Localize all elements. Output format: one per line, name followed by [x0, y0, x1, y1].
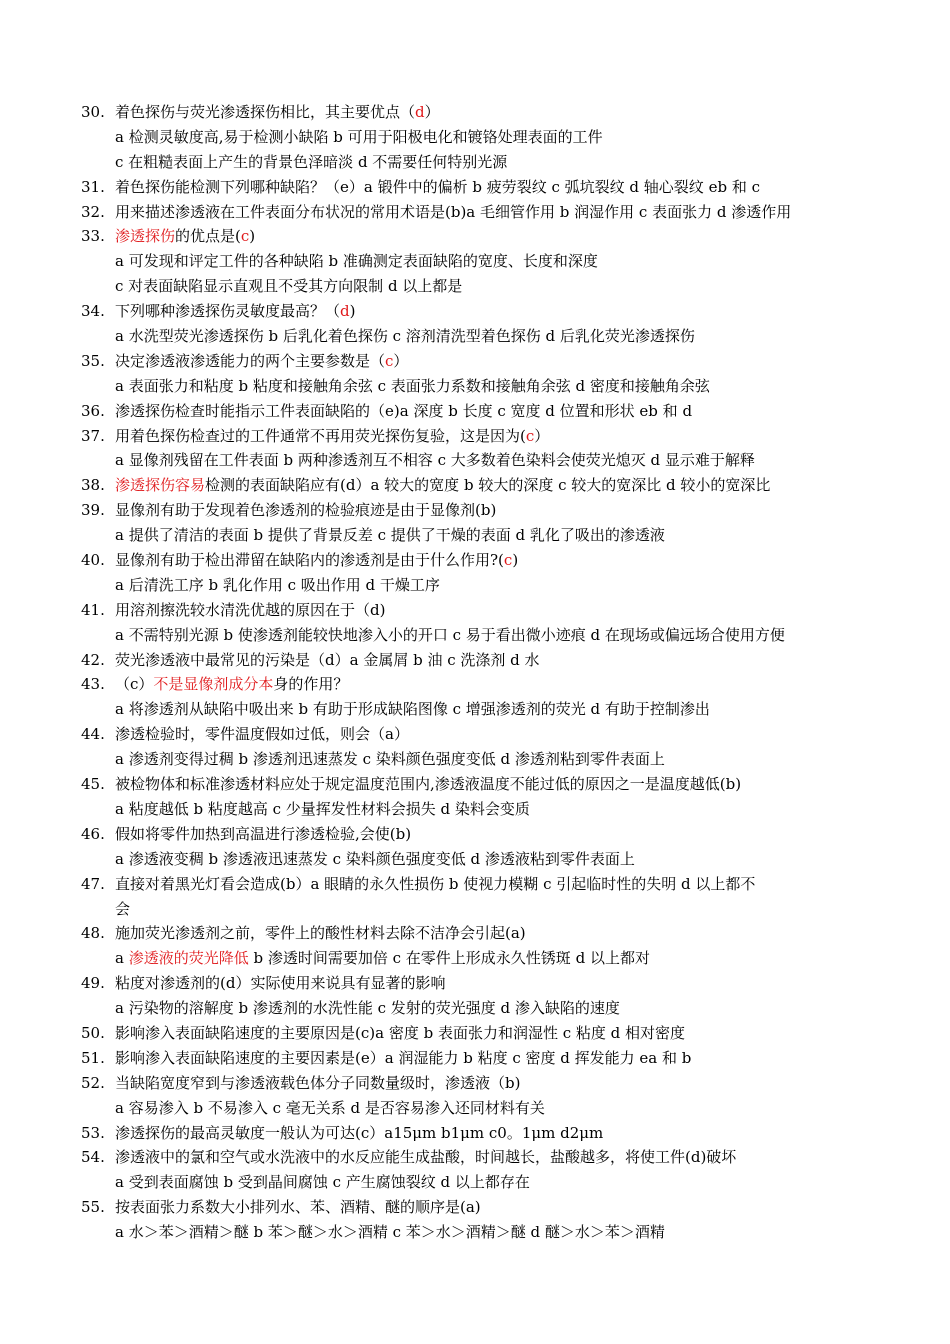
question-line [0, 224, 950, 249]
line-text [115, 473, 770, 498]
line-text [115, 598, 385, 623]
text-run: 当缺陷宽度窄到与渗透液载色体分子同数量级时，渗透液（b) [115, 1073, 521, 1092]
text-run: c 在粗糙表面上产生的背景色泽暗淡 d 不需要任何特别光源 [115, 152, 508, 171]
text-run: 会 [115, 899, 131, 918]
line-text [115, 249, 598, 274]
text-run: 检测的表面缺陷应有(d）a 较大的宽度 b 较大的深度 c 较大的宽深比 d 较小的宽深比 [205, 476, 771, 495]
highlighted-text: c [240, 227, 250, 246]
text-run: a 表面张力和粘度 b 粘度和接触角余弦 c 表面张力系数和接触角余弦 d 密度和接触角余弦 [115, 376, 710, 395]
line-text [115, 100, 440, 125]
question-number: 54. [81, 1148, 105, 1167]
text-run: 决定渗透液渗透能力的两个主要参数是（ [115, 351, 386, 370]
question-number: 43. [81, 675, 105, 694]
option-line [0, 897, 950, 922]
question-line [0, 1121, 950, 1146]
line-text [115, 523, 665, 548]
line-text [115, 772, 741, 797]
text-run: a 受到表面腐蚀 b 受到晶间腐蚀 c 产生腐蚀裂纹 d 以上都存在 [115, 1173, 530, 1192]
question-number: 44. [81, 725, 105, 744]
text-run: a 后清洗工序 b 乳化作用 c 吸出作用 d 干燥工序 [115, 575, 440, 594]
text-run: 着色探伤能检测下列哪种缺陷？（e）a 锻件中的偏析 b 疲劳裂纹 c 弧坑裂纹 d 轴心裂纹 eb 和 c [115, 177, 760, 196]
line-text [115, 150, 507, 175]
line-text [115, 1021, 685, 1046]
text-run: 粘度对渗透剂的(d）实际使用来说具有显著的影响 [115, 974, 446, 993]
line-text [115, 872, 755, 897]
line-text [115, 648, 540, 673]
option-line [0, 747, 950, 772]
line-text [115, 797, 530, 822]
text-run: 影响渗入表面缺陷速度的主要原因是(c)a 密度 b 表面张力和润湿性 c 粘度 d 相对密度 [115, 1023, 686, 1042]
question-line [0, 1021, 950, 1046]
line-text [115, 1170, 530, 1195]
text-run: a 将渗透剂从缺陷中吸出来 b 有助于形成缺陷图像 c 增强渗透剂的荧光 d 有助于控制渗出 [115, 700, 710, 719]
text-run: ） [393, 351, 409, 370]
line-text [115, 448, 755, 473]
text-run: a 污染物的溶解度 b 渗透剂的水洗性能 c 发射的荧光强度 d 渗入缺陷的速度 [115, 999, 620, 1018]
question-number: 35. [81, 351, 105, 370]
highlighted-text: 渗透液的荧光降低 [128, 949, 249, 968]
text-run: 施加荧光渗透剂之前，零件上的酸性材料去除不洁净会引起(a) [115, 924, 526, 943]
line-text [115, 125, 603, 150]
line-text [115, 1071, 520, 1096]
question-line [0, 672, 950, 697]
question-number: 32. [81, 202, 105, 221]
text-run: 用来描述渗透液在工件表面分布状况的常用术语是(b)a 毛细管作用 b 润湿作用 c 表面张力 d 渗透作用 [115, 202, 792, 221]
line-text [115, 697, 710, 722]
question-line [0, 498, 950, 523]
question-number: 34. [81, 302, 105, 321]
line-text [115, 175, 760, 200]
text-run: ） [534, 426, 550, 445]
line-text [115, 349, 408, 374]
option-line [0, 847, 950, 872]
option-line [0, 946, 950, 971]
text-run: 显像剂有助于检出滞留在缺陷内的渗透剂是由于什么作用?( [115, 551, 504, 570]
option-line [0, 1220, 950, 1245]
option-line [0, 150, 950, 175]
text-run: a 容易渗入 b 不易渗入 c 毫无关系 d 是否容易渗入还同材料有关 [115, 1098, 545, 1117]
question-line [0, 921, 950, 946]
text-run: a [115, 949, 129, 968]
question-line [0, 399, 950, 424]
question-line [0, 598, 950, 623]
highlighted-text: c [503, 551, 513, 570]
question-number: 49. [81, 974, 105, 993]
option-line [0, 374, 950, 399]
line-text [115, 299, 355, 324]
line-text [115, 1220, 665, 1245]
option-line [0, 324, 950, 349]
line-text [115, 672, 348, 697]
line-text [115, 971, 445, 996]
question-number: 55. [81, 1198, 105, 1217]
line-text [115, 996, 620, 1021]
option-line [0, 523, 950, 548]
option-line [0, 996, 950, 1021]
question-line [0, 872, 950, 897]
option-line [0, 623, 950, 648]
question-number: 47. [81, 874, 105, 893]
highlighted-text: 渗透探伤容易 [115, 476, 206, 495]
question-number: 42. [81, 650, 105, 669]
text-run: ) [349, 302, 356, 321]
line-text [115, 1096, 545, 1121]
text-run: ） [424, 103, 440, 121]
question-line [0, 648, 950, 673]
question-line [0, 1195, 950, 1220]
question-number: 41. [81, 600, 105, 619]
line-text [115, 722, 409, 747]
text-run: 假如将零件加热到高温进行渗透检验,会使(b) [115, 824, 412, 843]
line-text [115, 573, 440, 598]
question-line [0, 473, 950, 498]
line-text [115, 897, 130, 922]
question-number: 45. [81, 775, 105, 794]
line-text [115, 324, 695, 349]
option-line [0, 249, 950, 274]
option-line [0, 797, 950, 822]
question-number: 53. [81, 1123, 105, 1142]
text-run: 显像剂有助于发现着色渗透剂的检验痕迹是由于显像剂(b) [115, 501, 497, 520]
question-line [0, 299, 950, 324]
line-text [115, 424, 549, 449]
text-run: 下列哪种渗透探伤灵敏度最高？（ [115, 302, 341, 321]
question-number: 33. [81, 227, 105, 246]
line-text [115, 1145, 736, 1170]
text-run: 的优点是( [175, 227, 241, 246]
text-run: 渗透检验时，零件温度假如过低，则会（a） [115, 725, 409, 744]
question-line [0, 1046, 950, 1071]
question-number: 37. [81, 426, 105, 445]
text-run: 被检物体和标准渗透材料应处于规定温度范围内,渗透液温度不能过低的原因之一是温度越低(b) [115, 775, 742, 794]
question-number: 30. [81, 103, 105, 121]
highlighted-text: d [340, 302, 350, 321]
line-text [115, 498, 496, 523]
question-line [0, 175, 950, 200]
highlighted-text: 不是显像剂成分本 [153, 675, 274, 694]
text-run: a 不需特别光源 b 使渗透剂能较快地渗入小的开口 c 易于看出微小迹痕 d 在现场或偏远场合使用方便 [115, 625, 785, 644]
question-line [0, 349, 950, 374]
text-run: a 粘度越低 b 粘度越高 c 少量挥发性材料会损失 d 染料会变质 [115, 799, 530, 818]
line-text [115, 847, 635, 872]
line-text [115, 1121, 603, 1146]
text-run: ) [512, 551, 519, 570]
text-run: 渗透探伤的最高灵敏度一般认为可达(c）a15μm b1μm c0。1μm d2μm [115, 1123, 604, 1142]
text-run: a 水＞苯＞酒精＞醚 b 苯＞醚＞水＞酒精 c 苯＞水＞酒精＞醚 d 醚＞水＞苯＞酒精 [115, 1223, 665, 1242]
question-line [0, 1071, 950, 1096]
line-text [115, 921, 526, 946]
text-run: ) [249, 227, 256, 246]
text-run: 渗透液中的氯和空气或水洗液中的水反应能生成盐酸，时间越长，盐酸越多，将使工件(d)破坏 [115, 1148, 737, 1167]
text-run: 用溶剂擦洗较水清洗优越的原因在于（d) [115, 600, 386, 619]
question-number: 40. [81, 551, 105, 570]
question-line [0, 424, 950, 449]
text-run: a 检测灵敏度高,易于检测小缺陷 b 可用于阳极电化和镀铬处理表面的工件 [115, 127, 603, 146]
highlighted-text: c [385, 351, 394, 370]
question-line [0, 822, 950, 847]
question-number: 46. [81, 824, 105, 843]
question-line [0, 200, 950, 225]
text-run: 影响渗入表面缺陷速度的主要因素是(e）a 润湿能力 b 粘度 c 密度 d 挥发能力 ea 和 b [115, 1048, 692, 1067]
line-text [115, 224, 255, 249]
option-line [0, 697, 950, 722]
highlighted-text: c [525, 426, 535, 445]
option-line [0, 274, 950, 299]
text-run: 着色探伤与荧光渗透探伤相比，其主要优点（ [115, 103, 416, 121]
line-text [115, 1046, 691, 1071]
line-text [115, 374, 710, 399]
question-line [0, 772, 950, 797]
question-number: 36. [81, 401, 105, 420]
line-text [115, 200, 791, 225]
text-run: （c） [115, 675, 154, 694]
line-text [115, 946, 650, 971]
question-number: 39. [81, 501, 105, 520]
question-number: 31. [81, 177, 105, 196]
text-run: a 水洗型荧光渗透探伤 b 后乳化着色探伤 c 溶剂清洗型着色探伤 d 后乳化荧光渗透探伤 [115, 327, 695, 346]
question-line [0, 1145, 950, 1170]
line-text [115, 399, 692, 424]
text-run: 直接对着黑光灯看会造成(b）a 眼睛的永久性损伤 b 使视力模糊 c 引起临时性的失明 d 以上都不 [115, 874, 756, 893]
text-run: a 渗透剂变得过稠 b 渗透剂迅速蒸发 c 染料颜色强度变低 d 渗透剂粘到零件表面上 [115, 750, 665, 769]
text-run: 用着色探伤检查过的工件通常不再用荧光探伤复验，这是因为( [115, 426, 526, 445]
line-text [115, 747, 665, 772]
line-text [115, 548, 518, 573]
question-number: 48. [81, 924, 105, 943]
question-number: 50. [81, 1023, 105, 1042]
question-line [0, 722, 950, 747]
document-body [0, 100, 950, 1245]
text-run: a 提供了清洁的表面 b 提供了背景反差 c 提供了干燥的表面 d 乳化了吸出的渗透液 [115, 526, 665, 545]
text-run: a 渗透液变稠 b 渗透液迅速蒸发 c 染料颜色强度变低 d 渗透液粘到零件表面上 [115, 849, 635, 868]
text-run: a 可发现和评定工件的各种缺陷 b 准确测定表面缺陷的宽度、长度和深度 [115, 252, 598, 271]
text-run: a 显像剂残留在工件表面 b 两种渗透剂互不相容 c 大多数着色染料会使荧光熄灭 d 显示难于解释 [115, 451, 755, 470]
line-text [115, 1195, 481, 1220]
line-text [115, 822, 411, 847]
question-number: 51. [81, 1048, 105, 1067]
text-run: 荧光渗透液中最常见的污染是（d）a 金属屑 b 油 c 洗涤剂 d 水 [115, 650, 540, 669]
option-line [0, 1170, 950, 1195]
question-line [0, 548, 950, 573]
text-run: 身的作用？ [273, 675, 349, 694]
option-line [0, 573, 950, 598]
option-line [0, 1096, 950, 1121]
question-number: 38. [81, 476, 105, 495]
question-line [0, 971, 950, 996]
line-text [115, 623, 785, 648]
highlighted-text: 渗透探伤 [115, 227, 176, 246]
question-number: 52. [81, 1073, 105, 1092]
option-line [0, 125, 950, 150]
question-line [0, 100, 950, 125]
text-run: 按表面张力系数大小排列水、苯、酒精、醚的顺序是(a) [115, 1198, 481, 1217]
option-line [0, 448, 950, 473]
text-run: b 渗透时间需要加倍 c 在零件上形成永久性锈斑 d 以上都对 [248, 949, 650, 968]
line-text [115, 274, 462, 299]
text-run: c 对表面缺陷显示直观且不受其方向限制 d 以上都是 [115, 277, 463, 296]
text-run: 渗透探伤检查时能指示工件表面缺陷的（e)a 深度 b 长度 c 宽度 d 位置和形状 eb 和 d [115, 401, 693, 420]
highlighted-text: d [415, 103, 425, 121]
